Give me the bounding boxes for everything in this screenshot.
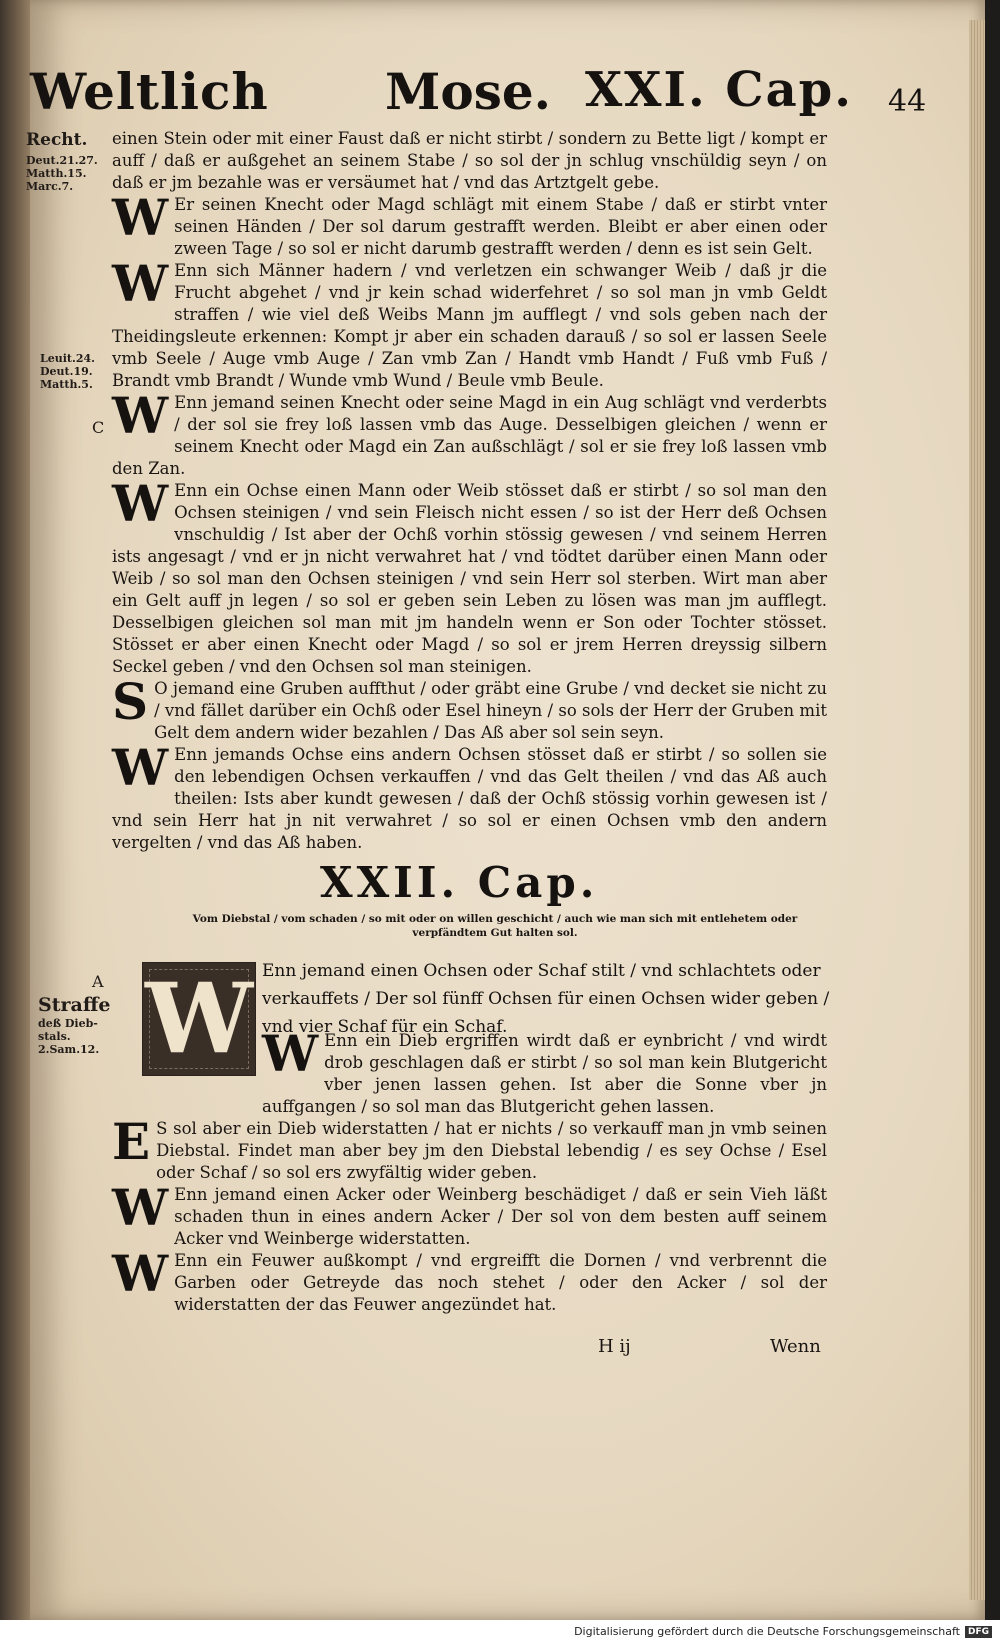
chapter-22-lead	[262, 955, 832, 1039]
paragraph-text: S sol aber ein Dieb widerstatten / hat er nichts / so verkauff man jn vmb seinen Diebstal. Findet man aber bey jm den Diebstal lebendig / es sey Ochse / Esel oder Schaf / so sol ers zwyfältig wider geben.	[156, 1119, 827, 1182]
margin-ref: Matth.5.	[40, 378, 93, 391]
margin-letter-a: A	[92, 972, 104, 991]
margin-ref: deß Dieb-	[38, 1017, 98, 1030]
margin-refs-1	[26, 154, 98, 193]
margin-ref: Deut.19.	[40, 365, 93, 378]
header-left: Weltlich	[30, 62, 269, 121]
paragraph-text: Er seinen Knecht oder Magd schlägt mit einem Stabe / daß er stirbt vnter seinen Händen / Der sol darum gestrafft werden. Bleibt er aber einen oder zween Tage / so sol er nicht darumb gestrafft werden / denn es ist sein Gelt.	[174, 195, 827, 258]
running-header	[30, 62, 985, 132]
paragraph	[112, 188, 827, 260]
paragraph-text: einen Stein oder mit einer Faust daß er nicht stirbt / sondern zu Bette ligt / kompt er auff / daß er außgehet an seinem Stabe / so sol der jn schlug vnschüldig seyn / on daß er jm bezahle was er versäumet hat / vnd das Artztgelt gebe.	[112, 129, 827, 192]
chapter-22-title: XXII. Cap.	[320, 858, 599, 907]
page-edge	[969, 20, 985, 1600]
book-page	[26, 0, 985, 1620]
paragraph	[112, 672, 827, 744]
paragraph	[112, 1112, 827, 1184]
margin-ref: Deut.21.27.	[26, 154, 98, 167]
drop-cap: W	[112, 386, 169, 445]
header-middle: Mose.	[385, 62, 552, 121]
margin-ref: Leuit.24.	[40, 352, 95, 365]
drop-cap: W	[112, 738, 169, 797]
paragraph-text: Enn jemand einen Acker oder Weinberg beschädiget / daß er sein Vieh läßt schaden thun in eines andern Acker / Der sol von dem besten auff seinem Acker vnd Weinberge widerstatten.	[174, 1185, 827, 1248]
margin-ref: stals.	[38, 1030, 71, 1043]
drop-cap: W	[112, 474, 169, 533]
paragraph-text: Enn ein Feuwer außkompt / vnd ergreifft die Dornen / vnd verbrennt die Garben oder Getreyde das noch stehet / oder den Acker / sol der widerstatten der das Feuwer angezündet hat.	[174, 1251, 827, 1314]
paragraph	[112, 738, 827, 854]
paragraph-text: Enn jemands Ochse eins andern Ochsen stösset daß er stirbt / so sollen sie den lebendigen Ochsen verkauffen / vnd das Gelt theilen / vnd das Aß auch theilen: Ists aber kundt gewesen / daß der Ochß stössig vorhin gewesen ist / vnd sein Herr hat jn nit verwahret / so sol er einen Ochsen vmb den andern vergelten / vnd das Aß haben.	[112, 745, 827, 852]
paragraph-text: O jemand eine Gruben auffthut / oder gräbt eine Grube / vnd decket sie nicht zu / vnd fället darüber ein Ochß oder Esel hineyn / so sols der Herr der Gruben mit Gelt dem andern wider bezahlen / Das Aß aber sol sein seyn.	[154, 679, 827, 742]
margin-letter-c: C	[92, 418, 105, 437]
margin-straffe-title: Straffe	[38, 994, 111, 1016]
paragraph-text: Enn jemand seinen Knecht oder seine Magd in ein Aug schlägt vnd verderbts / der sol sie frey loß lassen vmb das Auge. Desselbigen gleichen / wenn er seinem Knecht oder Magd ein Zan außschlägt / sol er sie frey loß lassen vmb den Zan.	[112, 393, 827, 478]
drop-cap: E	[112, 1112, 151, 1171]
header-chapter: XXI. Cap.	[585, 62, 853, 118]
drop-cap: W	[262, 1024, 319, 1083]
drop-cap: W	[112, 188, 169, 247]
margin-note-recht: Recht.	[26, 130, 88, 150]
margin-ref: 2.Sam.12.	[38, 1043, 100, 1056]
chapter-21-text	[112, 128, 827, 854]
paragraph	[112, 1244, 827, 1316]
paragraph	[112, 474, 827, 678]
lead-text: Enn jemand einen Ochsen oder Schaf stilt / vnd schlachtets oder verkauffets / Der sol fünff Ochsen für einen Ochsen wider geben / vnd vier Schaf für ein Schaf.	[262, 961, 830, 1037]
margin-ref: Matth.15.	[26, 167, 87, 180]
chapter-summary: Vom Diebstal / vom schaden / so mit oder on willen geschicht / auch wie man sich mit entlehetem oder verpfändtem Gut halten sol.	[192, 913, 798, 939]
drop-cap: W	[112, 1244, 169, 1303]
chapter-22-text	[112, 1024, 827, 1316]
drop-cap: W	[112, 1178, 169, 1237]
paragraph	[112, 1024, 827, 1118]
dfg-logo: DFG	[965, 1626, 992, 1638]
page-number: 44	[888, 84, 927, 119]
margin-note-straffe	[38, 993, 111, 1056]
paragraph	[112, 128, 827, 194]
paragraph	[112, 386, 827, 480]
drop-cap: W	[112, 254, 169, 313]
paragraph-text: Enn sich Männer hadern / vnd verletzen ein schwanger Weib / daß jr die Frucht abgehet / vnd jr kein schad widerfehret / so sol man jn vmb Geldt straffen / wie viel deß Weibs Mann jm aufflegt / vnd sols geben nach der Theidingsleute erkennen: Kompt jr aber ein schaden darauß / so sol er lassen Seele vmb Seele / Auge vmb Auge / Zan vmb Zan / Handt vmb Handt / Fuß vmb Fuß / Brandt vmb Brandt / Wunde vmb Wund / Beule vmb Beule.	[112, 261, 827, 390]
ornamental-initial: W	[142, 962, 256, 1076]
signature-mark: H ij	[598, 1336, 631, 1357]
paragraph-text: Enn ein Dieb ergriffen wirdt daß er eynbricht / vnd wirdt drob geschlagen daß er stirbt / so sol man kein Blutgericht vber jenen lassen gehen. Ist aber die Sonne vber jn auffgangen / so sol man das Blutgericht gehen lassen.	[262, 1031, 827, 1116]
margin-refs-2	[40, 352, 95, 391]
drop-cap: S	[112, 672, 149, 731]
catchword: Wenn	[770, 1336, 821, 1357]
digitization-credit-bar	[0, 1620, 1000, 1641]
paragraph-text: Enn ein Ochse einen Mann oder Weib stösset daß er stirbt / so sol man den Ochsen steinigen / vnd sein Fleisch nicht essen / so ist der Herr deß Ochsen vnschuldig / Ist aber der Ochß vorhin stössig gewesen / vnd seinem Herren ists angesagt / vnd er jn nicht verwahret hat / vnd tödtet darüber einen Mann oder Weib / so sol man den Ochsen steinigen / vnd sein Herr sol sterben. Wirt man aber ein Gelt auff jn legen / so sol er geben sein Leben zu lösen was man jm aufflegt. Desselbigen gleichen sol man mit jm handeln wenn er Son oder Tochter stösset. Stösset er aber einen Knecht oder Magd / so sol er jrem Herren dreyssig silbern Seckel geben / vnd den Ochsen sol man steinigen.	[112, 481, 827, 676]
paragraph	[112, 1178, 827, 1250]
margin-ref: Marc.7.	[26, 180, 74, 193]
paragraph	[112, 254, 827, 392]
credit-text: Digitalisierung gefördert durch die Deutsche Forschungsgemeinschaft	[574, 1625, 960, 1638]
